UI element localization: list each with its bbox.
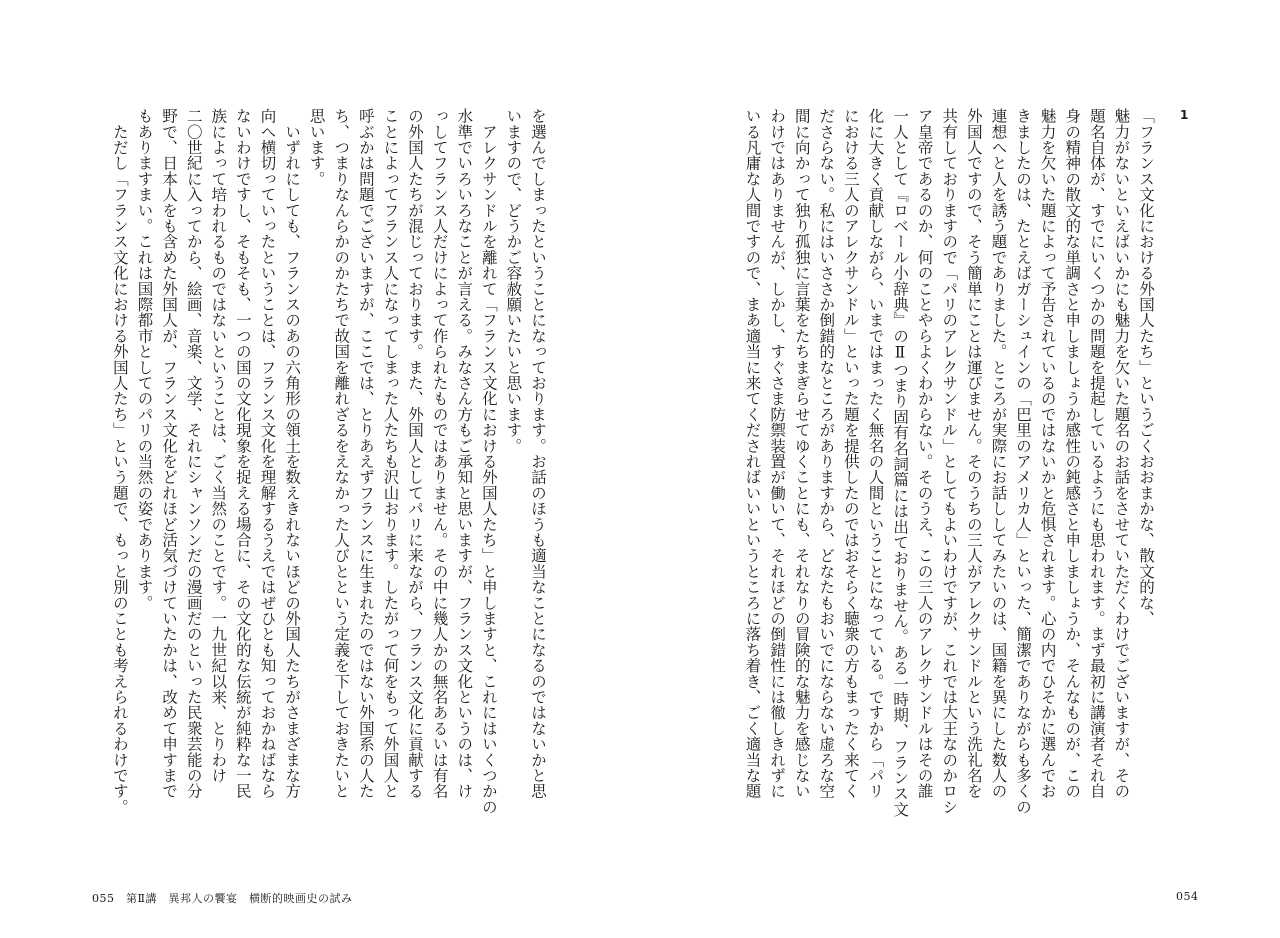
text-column: を選んでしまったということになっております。お話のほうも適当なことになるのではないかと思 xyxy=(529,108,547,799)
text-column: 化に大きく貢献しながら、いまではまったく無名の人間ということになっている。ですから「パリ xyxy=(866,108,885,799)
text-column: 呼ぶかは問題でございますが、ここでは、とりあえずフランスに生まれたのではない外国系の人た xyxy=(356,108,375,799)
text-column: ア皇帝であるのか、何のことやらよくわからない。そのうえ、この三人のアレクサンドルはその誰 xyxy=(915,108,934,799)
text-column: きましたのは、たとえばガーシュインの「巴里のアメリカ人」といった、簡潔でありながらも多くの xyxy=(1014,108,1033,815)
text-column: 水準でいろいろなことが言える。みなさん方もご承知と思いますが、フランス文化というのは、け xyxy=(455,108,474,799)
section-number: 1 xyxy=(1180,108,1189,122)
text-column: 野で、日本人をも含めた外国人が、フランス文化をどれほど活気づけていたかは、改めて申すまで xyxy=(160,108,179,799)
text-column: アレクサンドルを離れて「フランス文化における外国人たち」と申しますと、これにはいくつかの xyxy=(479,108,498,815)
text-column: 魅力がないといえばいかにも魅力を欠いた題名のお話をさせていただくわけでございますが、その xyxy=(1112,108,1131,799)
text-column: の外国人たちが混じっております。また、外国人としてパリに来ながら、フランス文化に貢献する xyxy=(406,108,425,799)
text-column: 共有しておりますので「パリのアレクサンドル」としてもよいわけですが、これでは大王なのかロシ xyxy=(940,108,959,815)
left-page-body xyxy=(90,108,550,868)
text-column: 外国人ですので、そう簡単にことは運びません。そのうちの三人がアレクサンドルという洗礼名を xyxy=(964,108,983,799)
text-column: ただし「フランス文化における外国人たち」という題で、もっと別のことも考えられるわけです。 xyxy=(110,108,129,815)
text-column: 題名自体が、すでにいくつかの問題を提起しているようにも思われます。まず最初に講演者それ自 xyxy=(1087,108,1106,799)
text-column: 思います。 xyxy=(307,108,326,187)
text-column: ないわけですし、そもそも、一つの国の文化現象を捉える場合に、その文化的な伝統が純粋な一民 xyxy=(233,108,252,799)
text-column: 「フランス文化における外国人たち」というごくおおまかな、散文的な、 xyxy=(1137,108,1155,627)
text-column: 連想へと人を誘う題でありました。ところが実際にお話ししてみたいのは、国籍を異にした数人の xyxy=(989,108,1008,799)
text-column: 族によって培われるものではないということは、ごく当然のことです。一九世紀以来、とりわけ xyxy=(209,108,228,784)
text-column: 向へ横切っていったということは、フランス文化を理解するうえではぜひとも知っておかねばなら xyxy=(258,108,277,799)
page-number-right: 054 xyxy=(1176,890,1199,903)
text-column: 魅力を欠いた題によって予告されているのではないかと危惧されます。心の内でひそかに選んでお xyxy=(1038,108,1057,799)
text-column: 一人として『ロベール小辞典』のⅡつまり固有名詞篇には出ておりません。ある一時期、フランス文 xyxy=(891,108,910,817)
running-head: 第Ⅱ講 異邦人の饗宴 横断的映画史の試み xyxy=(126,892,353,905)
left-footer xyxy=(92,890,352,906)
text-column: もありますまい。これは国際都市としてのパリの当然の姿であります。 xyxy=(135,108,154,611)
text-column: 間に向かって独り孤独に言葉をたちまぎらせてゆくことにも、それなりの冒険的な魅力を感じない xyxy=(792,108,811,799)
text-column: っしてフランス人だけによって作られたものではありません。その中に幾人かの無名あるいは有名 xyxy=(430,108,449,799)
text-column: わけではありませんが、しかし、すぐさま防禦装置が働いて、それほどの倒錯性には徹しきれずに xyxy=(768,108,787,799)
text-column: ち、つまりなんらかのかたちで故国を離れざるをえなかった人びとという定義を下しておきたいと xyxy=(332,108,351,799)
text-column: 二〇世紀に入ってから、絵画、音楽、文学、それにシャンソンだの漫画だのといった民衆芸能の分 xyxy=(184,108,203,799)
page-number-left: 055 xyxy=(92,892,115,905)
text-column: いずれにしても、フランスのあの六角形の領土を数えきれないほどの外国人たちがさまざまな方 xyxy=(283,108,302,799)
text-column: ことによってフランス人になってしまった人たちも沢山おります。したがって何をもって外国人と xyxy=(381,108,400,799)
text-column: ださらない。私にはいささか倒錯的なところがありますから、どなたもおいでにならない虚ろな空 xyxy=(817,108,836,799)
right-page-body xyxy=(738,108,1158,868)
text-column: いますので、どうかご容赦願いたいと思います。 xyxy=(504,108,523,454)
text-column: いる凡庸な人間ですので、まあ適当に来てくださればいいというところに落ち着き、ごく適当な題 xyxy=(743,108,762,799)
text-column: における三人のアレクサンドル」といった題を提供したのではおそらく聴衆の方もまったく来てく xyxy=(841,108,860,799)
text-column: 身の精神の散文的な単調さと申しましょうか感性の鈍感さと申しましょうか、そんなものが、この xyxy=(1063,108,1082,799)
